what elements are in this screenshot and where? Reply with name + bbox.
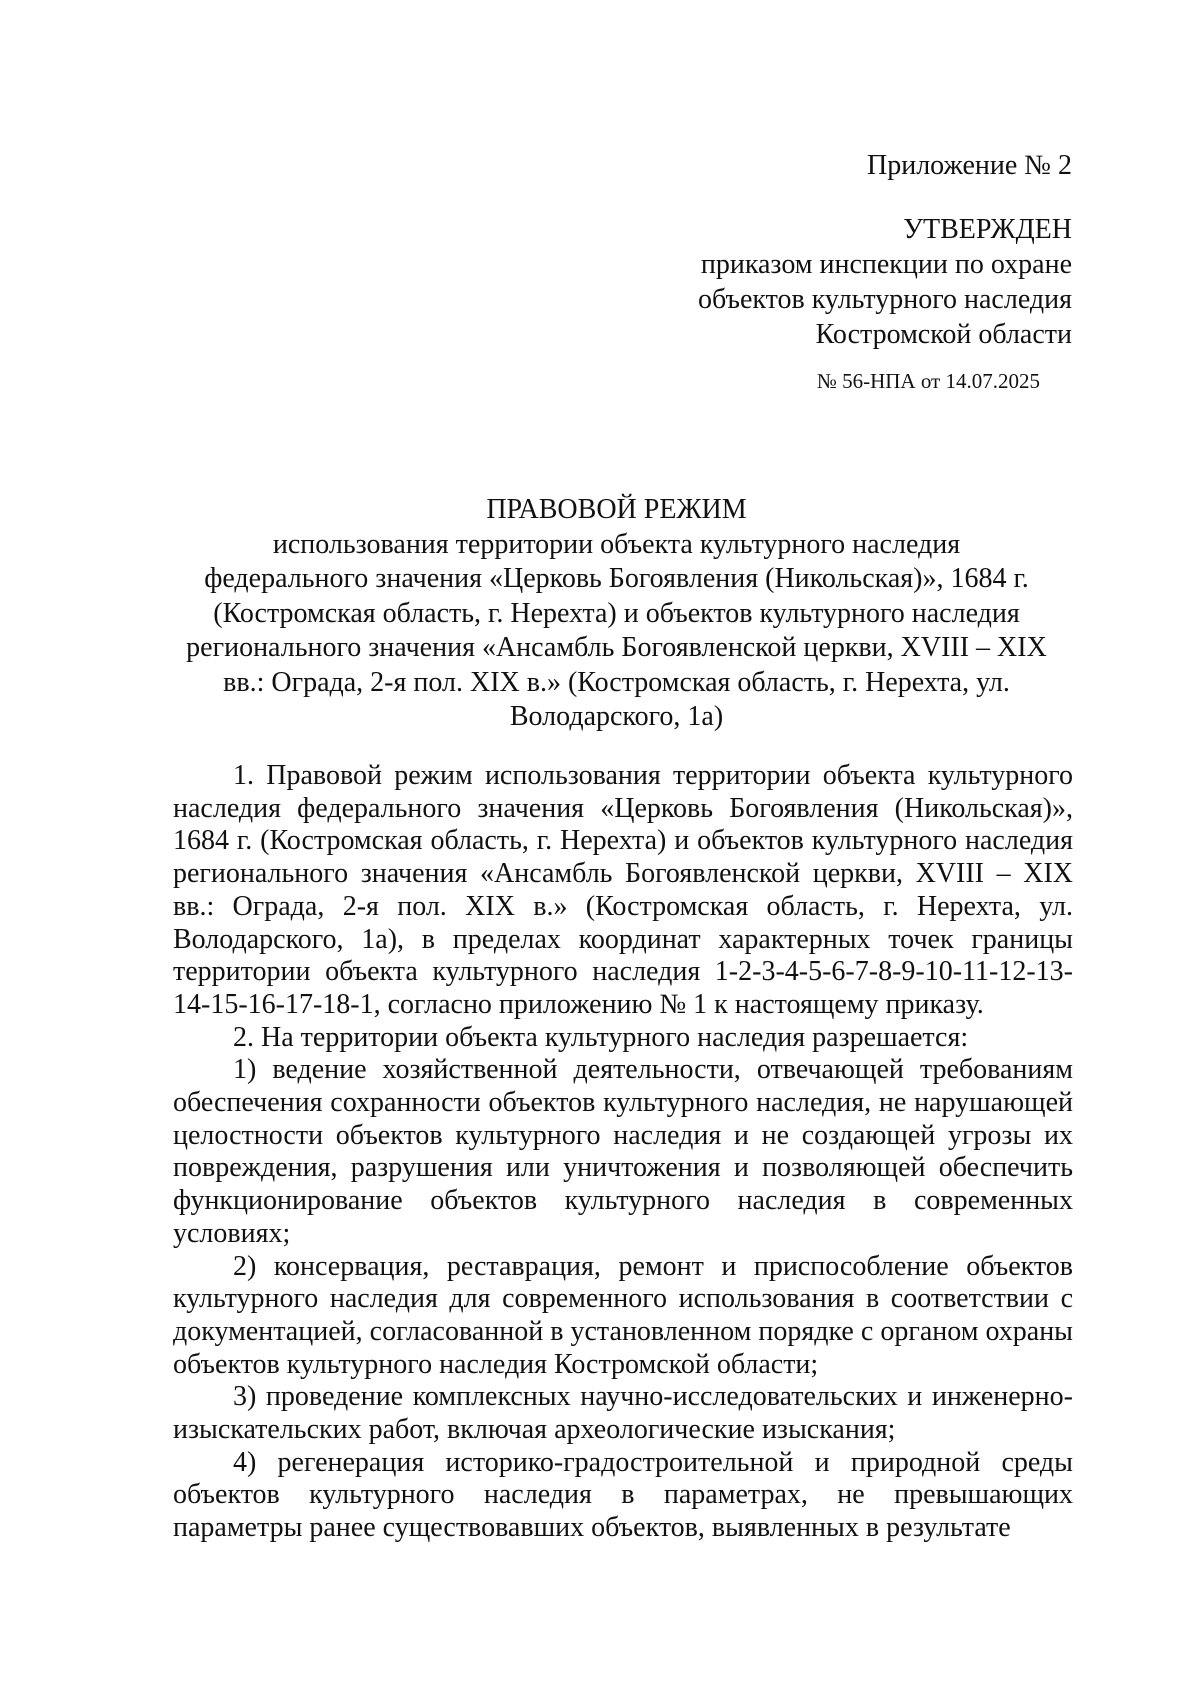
title-line: Володарского, 1а) (509, 701, 724, 732)
appendix-label (867, 148, 1072, 183)
title-line: вв.: Ограда, 2-я пол. XIX в.» (Костромская область, г. Нерехта, ул. (223, 666, 1010, 698)
approval-stamp-block (698, 212, 1072, 352)
body-paragraph: 4) регенерация историко-градостроительной и природной среды объектов культурного наследия в параметрах, не превышающих параметры ранее существовавших объектов, выявленных в результате (173, 1446, 1073, 1544)
body-paragraph: 1) ведение хозяйственной деятельности, отвечающей требованиям обеспечения сохранности объектов культурного наследия, не нарушающей целостности объектов культурного наследия и не создающей угрозы их повреждения, разрушения или уничтожения и позволяющей обеспечить функционирование объектов культурного наследия в современных условиях; (173, 1054, 1073, 1249)
body-paragraph: 2) консервация, реставрация, ремонт и приспособление объектов культурного наследия для современного использования в соответствии с документацией, согласованной в установленном порядке с органом охраны объектов культурного наследия Костромской области; (173, 1250, 1073, 1380)
title-line: регионального значения «Ансамбль Богоявленской церкви, XVIII – XIX (186, 632, 1047, 663)
appendix-text: Приложение № 2 (867, 150, 1072, 181)
title-line: (Костромская область, г. Нерехта) и объектов культурного наследия (213, 597, 1020, 629)
approval-line: объектов культурного наследия (697, 284, 1072, 315)
document-title (160, 493, 1073, 735)
order-number: № 56-НПА от 14.07.2025 (816, 369, 1040, 393)
document-body (173, 760, 1073, 1545)
approval-line: приказом инспекции по охране (700, 249, 1072, 280)
approval-line: Костромской области (815, 319, 1072, 350)
body-paragraph: 1. Правовой режим использования территории объекта культурного наследия федерального значения «Церковь Богоявления (Никольская)», 1684 г. (Костромская область, г. Нерехта) и объектов культурного наследия регионального значения «Ансамбль Богоявленской церкви, XVIII – XIX вв.: Ограда, 2-я пол. XIX в.» (Костромская область, г. Нерехта, ул. Володарского, 1а), в пределах координат характерных точек границы территории объекта культурного наследия 1-2-3-4-5-6-7-8-9-10-11-12-13-14-15-16-17-18-1, согласно приложению № 1 к настоящему приказу. (173, 760, 1073, 1020)
title-heading: ПРАВОВОЙ РЕЖИМ (486, 494, 747, 525)
approval-line: УТВЕРЖДЕН (903, 214, 1072, 245)
body-paragraph: 2. На территории объекта культурного наследия разрешается: (233, 1021, 969, 1053)
body-paragraph: 3) проведение комплексных научно-исследовательских и инженерно-изыскательских работ, включая археологические изыскания; (173, 1381, 1073, 1446)
title-line: использования территории объекта культурного наследия (272, 528, 961, 560)
title-line: федерального значения «Церковь Богоявления (Никольская)», 1684 г. (204, 563, 1029, 594)
